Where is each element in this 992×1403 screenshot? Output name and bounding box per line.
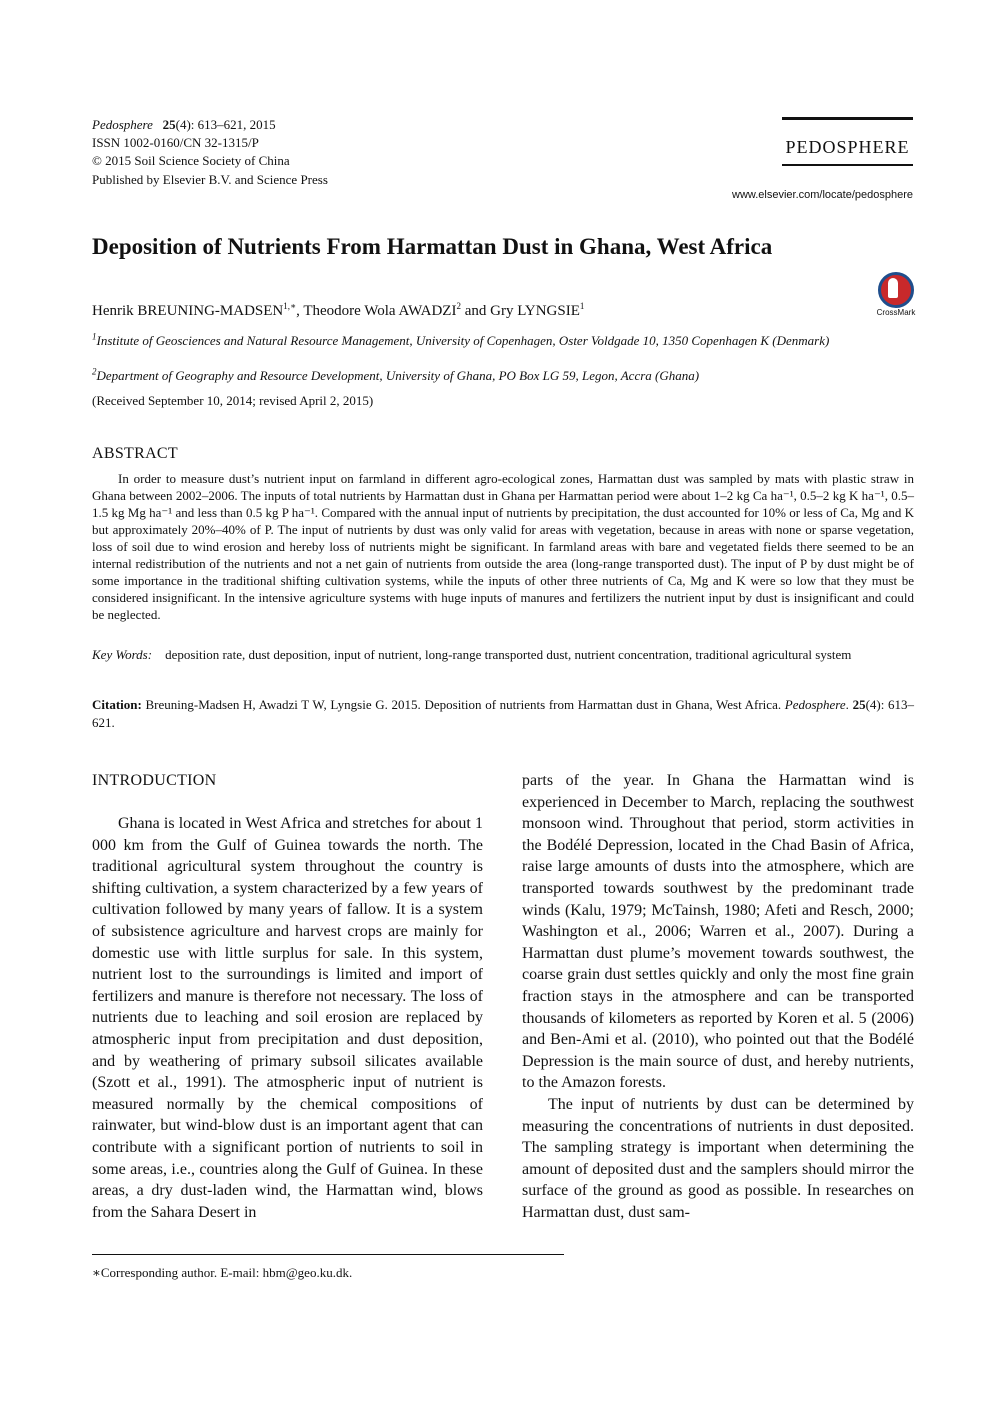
author-3-sup: 1 xyxy=(579,301,585,311)
author-1: Henrik BREUNING-MADSEN xyxy=(92,303,284,319)
citation-volume: 25 xyxy=(852,697,866,712)
intro-right-paragraph-1: parts of the year. In Ghana the Harmattan wind is experienced in December to March, replacing the southwest monsoon wind. Throughout that period, storm activities in the Bodélé Depression, located in the Chad Basin of Africa, raise large amounts of dusts into the atmosphere, which are transported towards southwest by the predominant trade winds (Kalu, 1979; McTainsh, 1980; Afeti and Resch, 2000; Washington et al., 2006; Warren et al., 2007). During a Harmattan dust plume’s movement towards southwest, the coarse grain dust settles quickly and only the most fine grain fraction stays in the atmosphere and can be transported thousands of kilometers as reported by Koren et al. 5 (2006) and Ben-Ami et al. (2010), who pointed out that the Bodélé Depression is the main source of dust, and hereby nutrients, to the Amazon forests. xyxy=(522,772,914,1092)
intro-right-column xyxy=(522,770,914,1223)
journal-volume: 25 xyxy=(162,117,176,132)
issn: ISSN 1002-0160/CN 32-1315/P xyxy=(92,135,259,150)
citation: Citation: Breuning-Madsen H, Awadzi T W, Lyngsie G. 2015. Deposition of nutrients from Harmattan dust in Ghana, West Africa. Pedosphere. 25(4): 613–621. xyxy=(92,697,915,730)
logo-rule-bottom xyxy=(782,164,913,166)
logo-rule-top xyxy=(782,117,913,120)
citation-text: Breuning-Madsen H, Awadzi T W, Lyngsie G. 2015. Deposition of nutrients from Harmattan dust in Ghana, West Africa. xyxy=(145,697,782,712)
footnote-rule xyxy=(92,1254,564,1255)
affiliation-1 xyxy=(92,332,914,349)
affiliation-2 xyxy=(92,367,914,384)
journal-citation-line xyxy=(92,116,276,135)
footnote: ∗Corresponding author. E-mail: hbm@geo.ku.dk. xyxy=(92,1265,353,1280)
publisher: Published by Elsevier B.V. and Science Press xyxy=(92,172,328,187)
author-2-sup: 2 xyxy=(456,301,461,311)
abstract-text: In order to measure dust’s nutrient input on farmland in different agro-ecological zones, Harmattan dust was sampled by mats with plastic straw in Ghana between 2002–2006. The inputs of total nutrients by Harmattan dust in Ghana per Harmattan period were about 1–2 kg Ca ha⁻¹, 0.5–2 kg K ha⁻¹, 0.5–1.5 kg Mg ha⁻¹ and less than 0.5 kg P ha⁻¹. Compared with the annual input of nutrients by precipitation, the dust accounted for 10% or less of Ca, Mg and K but approximately 20%–40% of P. The input of nutrients by dust was only valid for areas with vegetation, because in areas with none or sparse vegetation, loss of soil due to wind erosion and hereby loss of nutrients might be significant. In farmland areas with bare and vegetated fields there seemed to be an internal redistribution of the nutrients and not a net gain of nutrients from outside the area (long-range transported dust). The input of P by dust might be of some importance in the traditional shifting cultivation systems, while the inputs of other three nutrients of Ca, Mg and K were so low that they must be considered insignificant. In the intensive agriculture systems with huge inputs of manures and fertilizers the nutrient input by dust is insignificant and could be neglected. xyxy=(92,471,914,622)
keywords-text: deposition rate, dust deposition, input of nutrient, long-range transported dust, nutrient concentration, traditional agricultural system xyxy=(165,647,852,662)
author-1-sup: 1,∗ xyxy=(283,301,297,311)
affiliation-1-sup: 1 xyxy=(92,331,97,342)
keywords xyxy=(92,646,914,663)
copyright: © 2015 Soil Science Society of China xyxy=(92,153,290,168)
abstract-heading: ABSTRACT xyxy=(92,445,178,462)
intro-left-column xyxy=(92,813,483,1223)
article-title: Deposition of Nutrients From Harmattan Dust in Ghana, West Africa xyxy=(92,234,773,259)
journal-url[interactable]: www.elsevier.com/locate/pedosphere xyxy=(732,189,913,201)
affiliation-1-text: Institute of Geosciences and Natural Resource Management, University of Copenhagen, Oster Voldgade 10, 1350 Copenhagen K (Denmark) xyxy=(96,333,830,348)
intro-heading: INTRODUCTION xyxy=(92,772,217,789)
crossmark-icon[interactable] xyxy=(878,272,914,308)
journal-issue-pages: (4): 613–621, 2015 xyxy=(175,117,276,132)
citation-label: Citation: xyxy=(92,697,142,712)
citation-journal: Pedosphere xyxy=(784,697,846,712)
journal-name: Pedosphere xyxy=(92,117,153,132)
journal-logo-text: PEDOSPHERE xyxy=(785,137,910,157)
received-dates: (Received September 10, 2014; revised April 2, 2015) xyxy=(92,393,374,408)
intro-right-paragraph-2: The input of nutrients by dust can be determined by measuring the concentrations of nutrients in dust deposited. The sampling strategy is important when determining the amount of deposited dust and the samplers should mirror the surface of the ground as good as possible. In researches on Harmattan dust, dust sam- xyxy=(522,1095,914,1221)
intro-left-paragraph: Ghana is located in West Africa and stretches for about 1 000 km from the Gulf of Guinea towards the north. The traditional agricultural system throughout the country is shifting cultivation, a system characterized by a few years of cultivation followed by many years of fallow. It is a system of subsistence agriculture and harvest crops are mainly for domestic use with little surplus for sale. In this system, nutrient lost to the surroundings is limited and import of fertilizers and manure is therefore not necessary. The loss of nutrients due to leaching and soil erosion are replaced by atmospheric input from precipitation and dust deposition, and by weathering of primary subsoil silicates available (Szott et al., 1991). The atmospheric input of nutrient is measured normally by the chemical compositions of rainwater, but wind-blow dust is an important agent that can contribute with a significant portion of nutrients to soil in some areas, i.e., countries along the Gulf of Guinea. In these areas, a dry dust-laden wind, the Harmattan wind, blows from the Sahara Desert in xyxy=(92,815,483,1221)
author-2: Theodore Wola AWADZI xyxy=(303,303,457,319)
author-3: and Gry LYNGSIE xyxy=(464,303,580,319)
affiliation-2-sup: 2 xyxy=(92,366,97,377)
crossmark-label: CrossMark xyxy=(876,308,916,317)
author-list: Henrik BREUNING-$MADSEN^{1,∗}$, Theodore Wola AWADZI$^2$ and Gry LYNGSIE$^1$ xyxy=(92,301,585,319)
keywords-label: Key Words: xyxy=(92,647,153,662)
citation-pages: (4): 613–621. xyxy=(92,697,915,730)
affiliation-2-text: Department of Geography and Resource Development, University of Ghana, PO Box LG 59, Legon, Accra (Ghana) xyxy=(96,368,700,383)
